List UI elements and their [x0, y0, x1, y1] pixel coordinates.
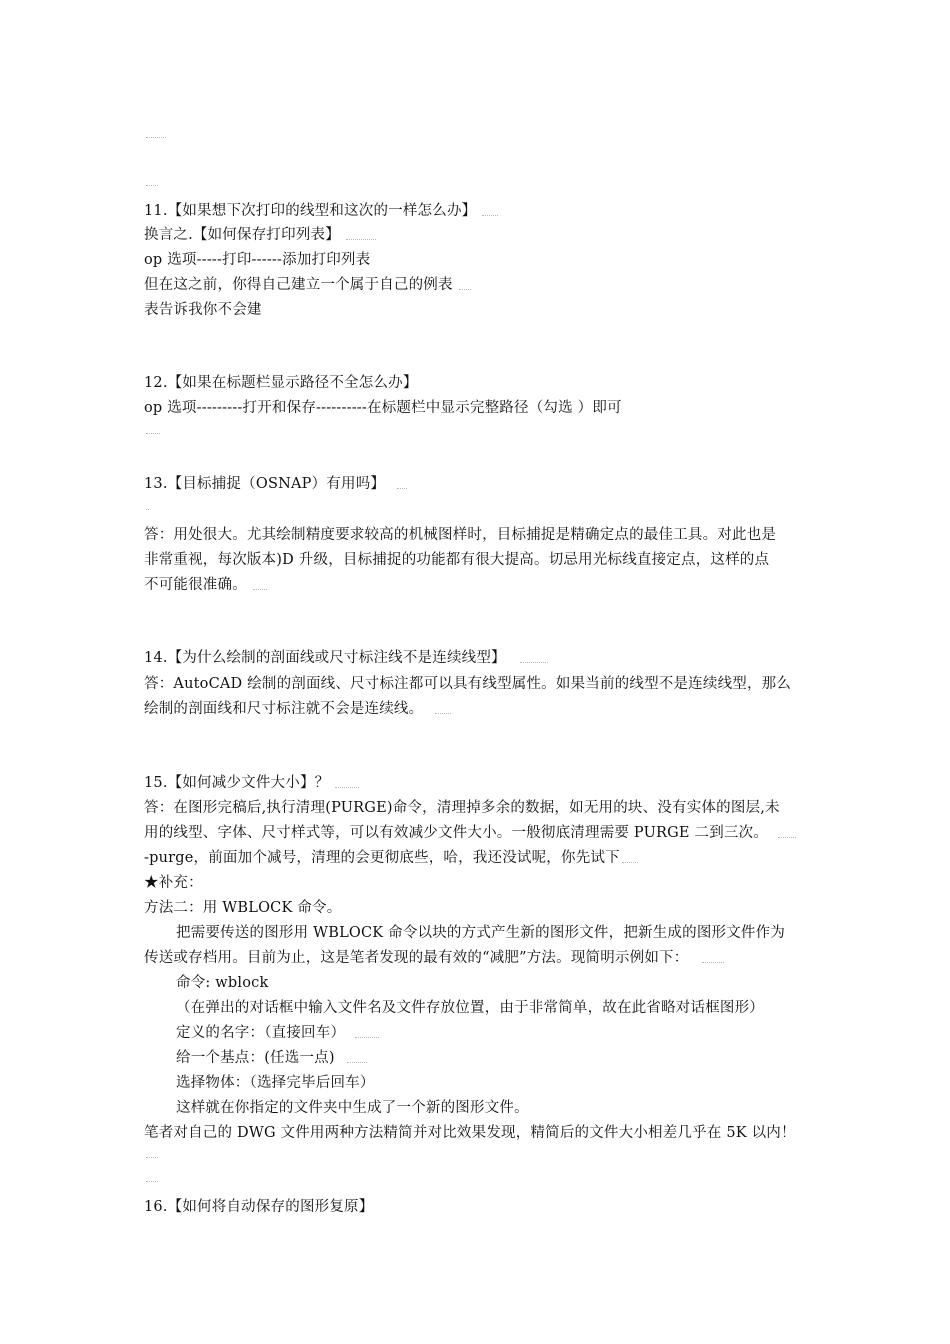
section-11-line: 换言之.【如何保存打印列表】: [144, 225, 376, 245]
section-13-line: 非常重视，每次版本)D 升级，目标捕捉的功能都有很大提高。切忌用光标线直接定点，这样的点: [144, 552, 770, 568]
section-15-line: 定义的名字：（直接回车）: [176, 1023, 379, 1043]
section-15-line: 命令: wblock: [176, 975, 269, 991]
dot-mark: [146, 509, 149, 510]
section-13-line: 答：用处很大。尤其绘制精度要求较高的机械图样时，目标捕捉是精确定点的最佳工具。对此也是: [144, 527, 777, 543]
section-15-line: 把需要传送的图形用 WBLOCK 命令以块的方式产生新的图形文件，把新生成的图形文件作为: [176, 925, 786, 941]
section-15-line: 传送或存档用。目前为止，这是笔者发现的最有效的“减肥”方法。现简明示例如下：: [144, 948, 724, 968]
section-15-line: 笔者对自己的 DWG 文件用两种方法精简并对比效果发现，精简后的文件大小相差几乎在 5K 以内！: [144, 1125, 796, 1141]
section-15-line: （在弹出的对话框中输入文件名及文件存放位置，由于非常简单，故在此省略对话框图形）: [176, 1000, 764, 1016]
dot-mark: [146, 1181, 158, 1182]
section-15-line: 选择物体：（选择完毕后回车）: [176, 1075, 375, 1091]
section-11-line: 但在这之前，你得自己建立一个属于自己的例表: [144, 275, 471, 295]
section-15-title: 15.【如何减少文件大小】？: [144, 773, 359, 793]
section-14-title: 14.【为什么绘制的剖面线或尺寸标注线不是连续线型】: [144, 648, 548, 668]
section-15-line: -purge，前面加个减号，清理的会更彻底些，哈，我还没试呢，你先试下: [144, 848, 638, 868]
section-14-line: 答：AutoCAD 绘制的剖面线、尺寸标注都可以具有线型属性。如果当前的线型不是连续线型，那么: [144, 676, 792, 692]
section-14-line: 绘制的剖面线和尺寸标注就不会是连续线。: [144, 699, 451, 719]
section-11-title: 11.【如果想下次打印的线型和这次的一样怎么办】: [144, 201, 498, 221]
section-11-line: 表告诉我你不会建: [144, 302, 262, 318]
section-11-line: op 选项-----打印------添加打印列表: [144, 252, 371, 268]
dot-mark: [146, 185, 158, 186]
dot-mark: [146, 137, 166, 138]
dot-mark: [146, 433, 160, 434]
section-12-line: op 选项---------打开和保存----------在标题栏中显示完整路径（勾选 ）即可: [144, 400, 622, 416]
section-15-line: 这样就在你指定的文件夹中生成了一个新的图形文件。: [176, 1100, 529, 1116]
section-15-line: ★补充：: [144, 875, 203, 891]
section-12-title: 12.【如果在标题栏显示路径不全怎么办】: [144, 375, 418, 391]
section-15-line: 用的线型、字体、尺寸样式等，可以有效减少文件大小。一般彻底清理需要 PURGE 二到三次。: [144, 823, 796, 843]
section-13-title: 13.【目标捕捉（OSNAP）有用吗】: [144, 474, 407, 494]
section-15-line: 答：在图形完稿后,执行清理(PURGE)命令，清理掉多余的数据，如无用的块、没有实体的图层,未: [144, 800, 780, 816]
section-16-title: 16.【如何将自动保存的图形复原】: [144, 1199, 374, 1215]
section-15-line: 方法二：用 WBLOCK 命令。: [144, 900, 342, 916]
dot-mark: [146, 1157, 158, 1158]
section-13-line: 不可能很准确。: [144, 575, 267, 595]
section-15-line: 给一个基点：(任选一点): [176, 1048, 367, 1068]
